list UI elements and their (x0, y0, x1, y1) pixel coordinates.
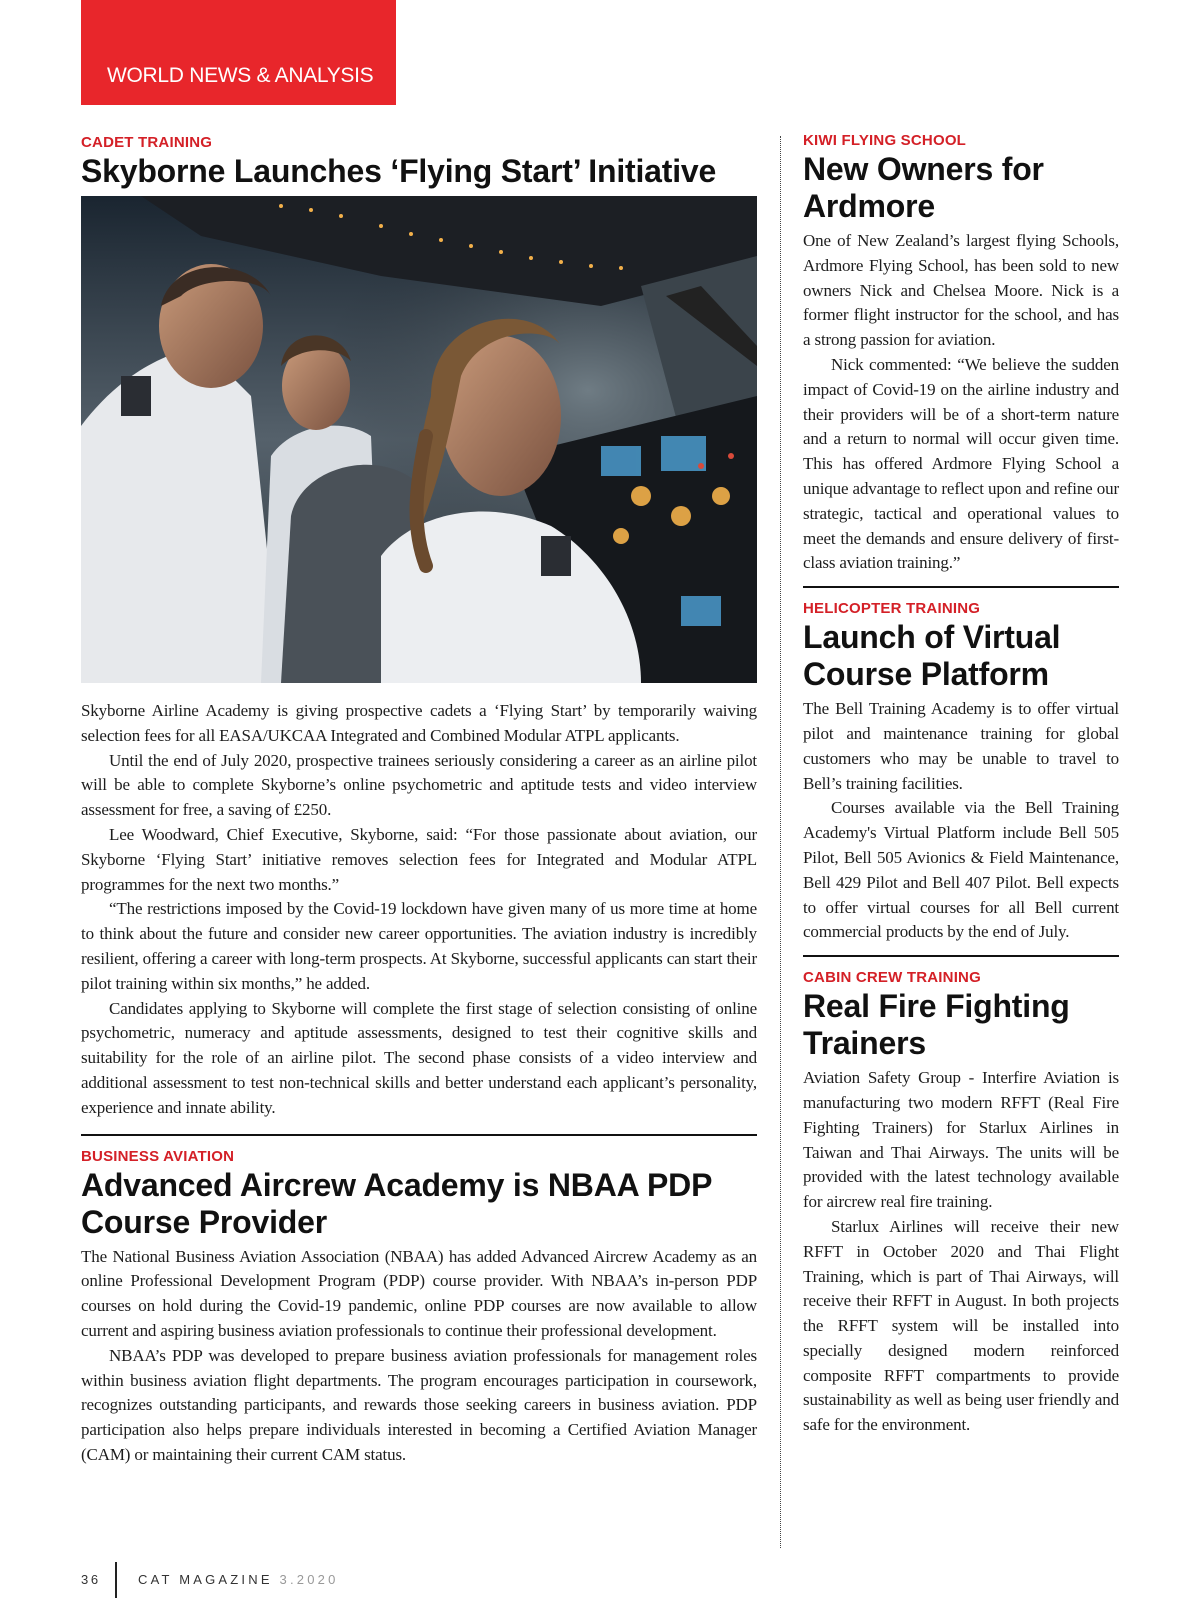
section-title: WORLD NEWS & ANALYSIS (107, 64, 374, 87)
article-separator (803, 586, 1119, 588)
paragraph: Lee Woodward, Chief Executive, Skyborne, said: “For those passionate about aviation, our Skyborne ‘Flying Start’ initiative removes selection fees for Integrated and Modular ATPL programmes for the next two months.” (81, 824, 757, 894)
article-kicker: BUSINESS AVIATION (81, 1147, 235, 1165)
article-rfft (803, 969, 1119, 1438)
left-column (81, 134, 757, 1468)
article-kicker: HELICOPTER TRAINING (803, 600, 981, 618)
article-skyborne (81, 134, 757, 1121)
article-kicker: KIWI FLYING SCHOOL (803, 132, 967, 149)
paragraph: The Bell Training Academy is to offer virtual pilot and maintenance training for global customers who may be unable to travel to Bell’s training facilities. (803, 699, 1119, 793)
article-headline: New Owners for Ardmore (803, 151, 1044, 224)
article-headline: Launch of Virtual Course Platform (803, 619, 1061, 693)
paragraph: The National Business Aviation Association (NBAA) has added Advanced Aircrew Academy as an online Professional Development Program (PDP) course provider. With NBAA’s in-person PDP courses on hold during the Covid-19 pandemic, online PDP courses are now available to allow current and aspiring business aviation professionals to continue their professional development. (81, 1246, 757, 1340)
article-ardmore (803, 132, 1119, 576)
article-body (81, 699, 757, 1121)
paragraph: One of New Zealand’s largest flying Schools, Ardmore Flying School, has been sold to new owners Nick and Chelsea Moore. Nick is a former flight instructor for the school, and has a strong passion for aviation. (803, 231, 1119, 350)
article-body (803, 229, 1119, 576)
paragraph: Aviation Safety Group - Interfire Aviation is manufacturing two modern RFFT (Real Fire Fighting Trainers) for Starlux Airlines in Taiwan and Thai Airways. The units will be provided with the latest technology available for aircrew real fire training. (803, 1068, 1119, 1212)
article-headline: Real Fire Fighting Trainers (803, 988, 1070, 1062)
article-kicker: CABIN CREW TRAINING (803, 969, 981, 987)
paragraph: Candidates applying to Skyborne will complete the first stage of selection consisting of online psychometric, numeracy and aptitude assessments, designed to test their cognitive skills and suitability for the role of an airline pilot. The second phase consists of a video interview and additional assessment to test non-technical skills and better understand each applicant’s personality, experience and innate ability. (81, 998, 757, 1117)
article-separator (803, 955, 1119, 957)
footer-divider (115, 1562, 117, 1598)
paragraph: Until the end of July 2020, prospective trainees seriously considering a career as an airline pilot will be able to complete Skyborne’s online psychometric and aptitude tests and video interview assessment for free, a saving of £250. (81, 750, 757, 820)
paragraph: NBAA’s PDP was developed to prepare business aviation professionals for management roles within business aviation flight departments. The program encourages participation in coursework, recognizes outstanding participants, and rewards those seeking careers in business aviation. PDP participation also helps prepare individuals interested in becoming a Certified Aviation Manager (CAM) or maintaining their current CAM status. (81, 1345, 757, 1464)
paragraph: Nick commented: “We believe the sudden impact of Covid-19 on the airline industry and their providers will be of a short-term nature and a return to normal will occur given time. This has offered Ardmore Flying School a unique advantage to reflect upon and refine our strategic, tactical and operational values to meet the demands and ensure delivery of first-class aviation training.” (803, 354, 1119, 573)
column-divider (780, 136, 781, 1548)
issue-number: 3.2020 (279, 1572, 339, 1587)
magazine-footer (138, 1572, 339, 1587)
article-body (803, 1066, 1119, 1438)
article-headline: Advanced Aircrew Academy is NBAA PDP Course Provider (81, 1166, 712, 1240)
magazine-name: CAT MAGAZINE (138, 1572, 273, 1587)
article-bell (803, 600, 1119, 945)
article-body (81, 1245, 757, 1468)
paragraph: Courses available via the Bell Training Academy's Virtual Platform include Bell 505 Pilot, Bell 505 Avionics & Field Maintenance, Bell 429 Pilot and Bell 407 Pilot. Bell expects to offer virtual courses for all Bell current commercial products by the end of July. (803, 798, 1119, 942)
paragraph: Starlux Airlines will receive their new RFFT in October 2020 and Thai Flight Training, which is part of Thai Airways, will receive their RFFT in August. In both projects the RFFT system will be installed into specially designed modern reinforced composite RFFT compartments to provide sustainability as well as being user friendly and safe for the environment. (803, 1216, 1119, 1435)
article-body (803, 697, 1119, 945)
cockpit-photo (81, 196, 757, 683)
article-nbaa (81, 1148, 757, 1468)
article-headline: Skyborne Launches ‘Flying Start’ Initiative (81, 153, 717, 189)
section-banner (81, 0, 396, 105)
article-separator (81, 1134, 757, 1136)
paragraph: “The restrictions imposed by the Covid-19 lockdown have given many of us more time at home to think about the future and consider new career opportunities. The aviation industry is incredibly resilient, offering a career with long-term prospects. At Skyborne, successful applicants can start their pilot training within six months,” he added. (81, 899, 757, 993)
right-column (803, 132, 1119, 1438)
page-number: 36 (81, 1572, 101, 1587)
paragraph: Skyborne Airline Academy is giving prospective cadets a ‘Flying Start’ by temporarily waiving selection fees for all EASA/UKCAA Integrated and Combined Modular ATPL applicants. (81, 701, 757, 745)
article-kicker: CADET TRAINING (81, 134, 213, 151)
